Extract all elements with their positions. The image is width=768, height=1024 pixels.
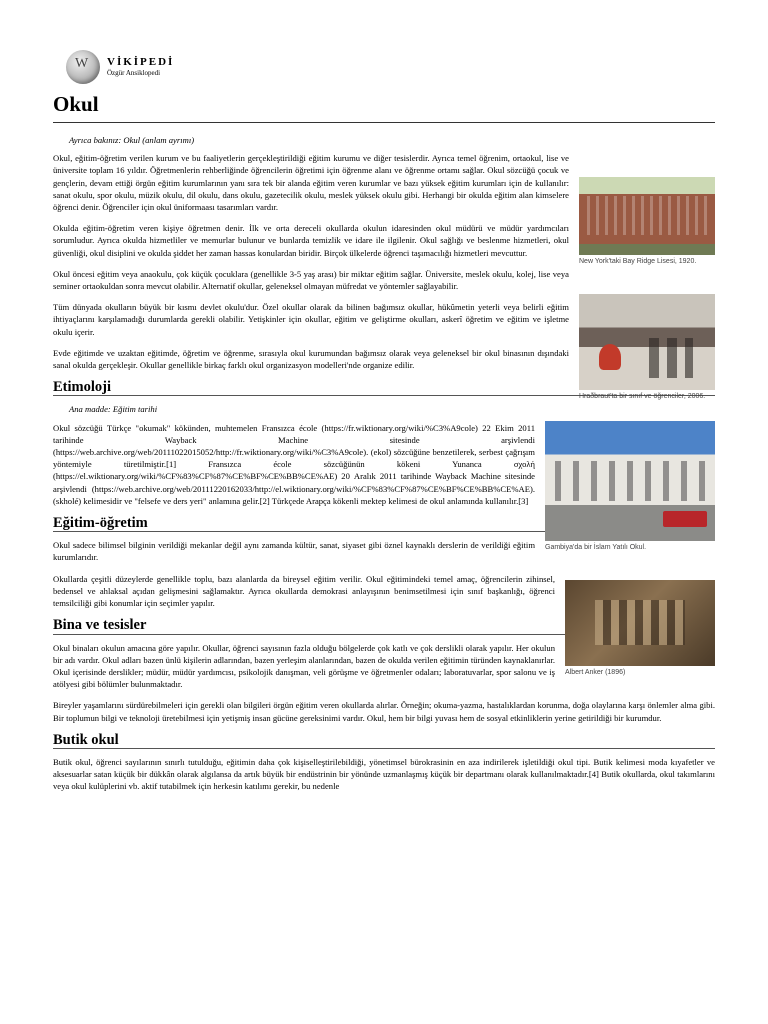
intro-paragraph: Okul öncesi eğitim veya anaokulu, çok küçük çocuklara (genellikle 3-5 yaş arası) bir miktar eğitim sağlar. Üniversite, meslek okulu, kolej, lise veya seminer ortaokuldan sonra mevcut olabilir. Alternatif okullar, geleneksel olmayan müfredat ve yöntemler sağlayabilir.	[53, 268, 569, 292]
section-heading-butik-okul: Butik okul	[53, 734, 715, 749]
bay-ridge-school-photo[interactable]	[579, 177, 715, 255]
buildings-paragraph: Bireyler yaşamlarını sürdürebilmeleri için gerekli olan bilgileri örgün eğitim veren okullarda alırlar. Örneğin; okuma-yazma, hastalıklardan korunma, doğa olaylarına karşı önlemler alma gibi. Bir toplumun bilgi ve teknoloji üretebilmesi için yetişmiş insan gücüne gereksinimi vardır. Okul, hem bir bilgi yuvası hem de sosyal etkinliklerin yerine getirildiği bir kurumdur.	[53, 700, 715, 723]
article-body	[53, 134, 715, 802]
intro-paragraph: Okulda eğitim-öğretim veren kişiye öğretmen denir. İlk ve orta dereceli okullarda okulun idaresinden okul müdürü ve müdür yardımcıları sorumludur. Ayrıca okulda hizmetliler ve memurlar bulunur ve bunlarda temizlik ve idare ile ilgilenir. Okul sağlığı ve beslenme hizmetleri, okul güvenliği, okul disiplini ve okulda şiddet her zaman hassas konulardan biridir. Birçok ülkelerde öğrenci taşımacılığı hizmetleri mevcuttur.	[53, 223, 569, 258]
intro-paragraph: Evde eğitimde ve uzaktan eğitimde, öğretim ve öğrenme, sırasıyla okul kurumundan bağımsız olarak veya geleneksel bir okul binasının dışındaki sanal okulda gerçekleşir. Okullar genellikle birkaç farklı okul organizasyon modelleri'nde organize edilir.	[53, 347, 569, 371]
figure-caption: Gambiya'da bir İslam Yatılı Okul.	[545, 544, 647, 552]
classroom-photo[interactable]	[579, 294, 715, 390]
education-paragraph: Okul sadece bilimsel bilginin verildiği mekanlar değil aynı zamanda kültür, sanat, siyaset gibi öznel kaynaklı derslerin de verildiği eğitim kurumlarıdır.	[53, 540, 535, 563]
section-heading-etimoloji: Etimoloji	[53, 381, 715, 396]
globe-icon	[66, 50, 100, 84]
logo-title: VİKİPEDİ	[107, 56, 175, 68]
gambia-school-photo[interactable]	[545, 421, 715, 541]
buildings-paragraph: Okul binaları okulun amacına göre yapılır. Okullar, öğrenci sayısının fazla olduğu bölgelerde çok katlı ve çok derslikli olarak yapılır. Her okulun bir adı vardır. Okul adları bazen ünlü kişilerin adlarından, bazen yerleşim alanlarından, bazen de okulda verilen eğitimin türünden kaynaklanırlar. Okul içerisinde derslikler; müdür, müdür yardımcısı, psikolojik danışman, veli görüşme ve öğretmenler odaları; laboratuvarlar, spor salonu ve iş atölyesi gibi bölümler bulunmaktadır.	[53, 642, 555, 690]
wikipedia-logo[interactable]	[66, 50, 174, 84]
boutique-paragraph: Butik okul, öğrenci sayılarının sınırlı tutulduğu, eğitimin daha çok kişiselleştirilebildiği, yönetimsel bürokrasinin en aza indirilerek işletildiği okul tipi. Butik kelimesi moda kıyafetler ve aksesuarlar satan küçük bir dükkân olarak algılansa da artık büyük bir endüstrinin bir yönünde uzmanlaşmış küçük bir departmanı olarak kullanılmaktadır.[4] Butik okullarda, okul takımlarını veya okul kulüplerini vb. aktif tutabilmek için herkesin katılımı gerekir, bu nedenle	[53, 756, 715, 792]
page-title: Okul	[53, 92, 715, 123]
figure-gambia-school	[545, 421, 715, 552]
figure-caption: New York'taki Bay Ridge Lisesi, 1920.	[579, 258, 697, 266]
figure-bay-ridge	[579, 177, 715, 266]
figure-caption: Albert Anker (1896)	[565, 669, 626, 677]
hatnote-main-article[interactable]: Ana madde: Eğitim tarihi	[69, 404, 158, 415]
section-heading-egitim-ogretim: Eğitim-öğretim	[53, 517, 715, 532]
anker-painting[interactable]	[565, 580, 715, 666]
section-heading-bina-tesisler: Bina ve tesisler	[53, 619, 715, 634]
figure-classroom	[579, 294, 715, 401]
intro-paragraph: Tüm dünyada okulların büyük bir kısmı devlet okulu'dur. Özel okullar olarak da bilinen bağımsız okullar, hükûmetin yeterli veya belirli eğitim ihtiyaçlarını karşılamadığı durumlarda gerekli olabilir. Yetişkinler için okullar, eğitim ve geliştirme okulları, askerî öğretim ve eğitim ve işletme okulu içerir.	[53, 302, 569, 337]
logo-subtitle: Özgür Ansiklopedi	[107, 69, 161, 77]
hatnote[interactable]: Ayrıca bakınız: Okul (anlam ayrımı)	[69, 135, 195, 145]
etymology-paragraph: Okul sözcüğü Türkçe "okumak" kökünden, muhtemelen Fransızca école (https://fr.wiktionary.org/wiki/%C3%A9cole) 22 Ekim 2011 tarihinde Wayback Machine sitesinde arşivlendi (https://web.archive.org/web/20111022015052/http://fr.wiktionary.org/wiki/%C3%A9cole). (ekol) sözcüğüne benzetilerek, serbest çağrışım yöntemiyle türetilmiştir.[1] Fransızca école sözcüğünün kökeni Yunanca σχολή (https://el.wiktionary.org/wiki/%CF%83%CF%87%CE%BF%CE%BB%CE%AE) 20 Aralık 2011 tarihinde Wayback Machine sitesinde arşivlendi (https://web.archive.org/web/20111220162033/http://el.wiktionary.org/wiki/%CF%83%CF%87%CE%BF%CE%BB%CE%AE). (skholé) kelimesidir ve "felsefe ve ders yeri" anlamına gelir.[2] Türkçede Arapça kökenli mektep kelimesi de okul anlamında kullanılır.[3]	[53, 422, 535, 506]
education-paragraph: Okullarda çeşitli düzeylerde genellikle toplu, bazı alanlarda da bireysel eğitim verilir. Okul eğitimindeki temel amaç, öğrencilerin zihinsel, bedensel ve ahlaksal açıdan gelişmesini sağlamaktır. Ayrıca okullarda demokrasi anlayışının benimsetilmesi için sınıf başkanlığı, öğrenci temsilciliği gibi konumlar için seçimler yapılır.	[53, 573, 555, 609]
figure-anker-painting	[565, 580, 715, 677]
figure-caption: Hraðbraut'ta bir sınıf ve öğrenciler, 2006.	[579, 393, 706, 401]
intro-paragraph: Okul, eğitim-öğretim verilen kurum ve bu faaliyetlerin gerçekleştirildiği eğitim kurumu ve diğer tesislerdir. Ayrıca temel öğrenim, ortaokul, lise ve üniversite toplam 16 yıldır. Öğretmenlerin rehberliğinde öğrencilerin öğretimi için öğrenme alanı ve öğrenme ortamı sağlar. Okul sözcüğü çocuk ve gençlerin, devam ettiği örgün eğitim kurumlarının yanı sıra tek bir alanda eğitim veren kurumlar ve bazı yüksek eğitim kurumları için de kullanılır: sanat okulu, spor okulu, müzik okulu, dil okulu, dans okulu, gazetecilik okulu, meslek yüksek okulu gibi. Herhangi bir okulda eğitim alan kimselere öğrenci denir. Öğrenciler için okul üniformaası tasarımları vardır.	[53, 153, 569, 213]
